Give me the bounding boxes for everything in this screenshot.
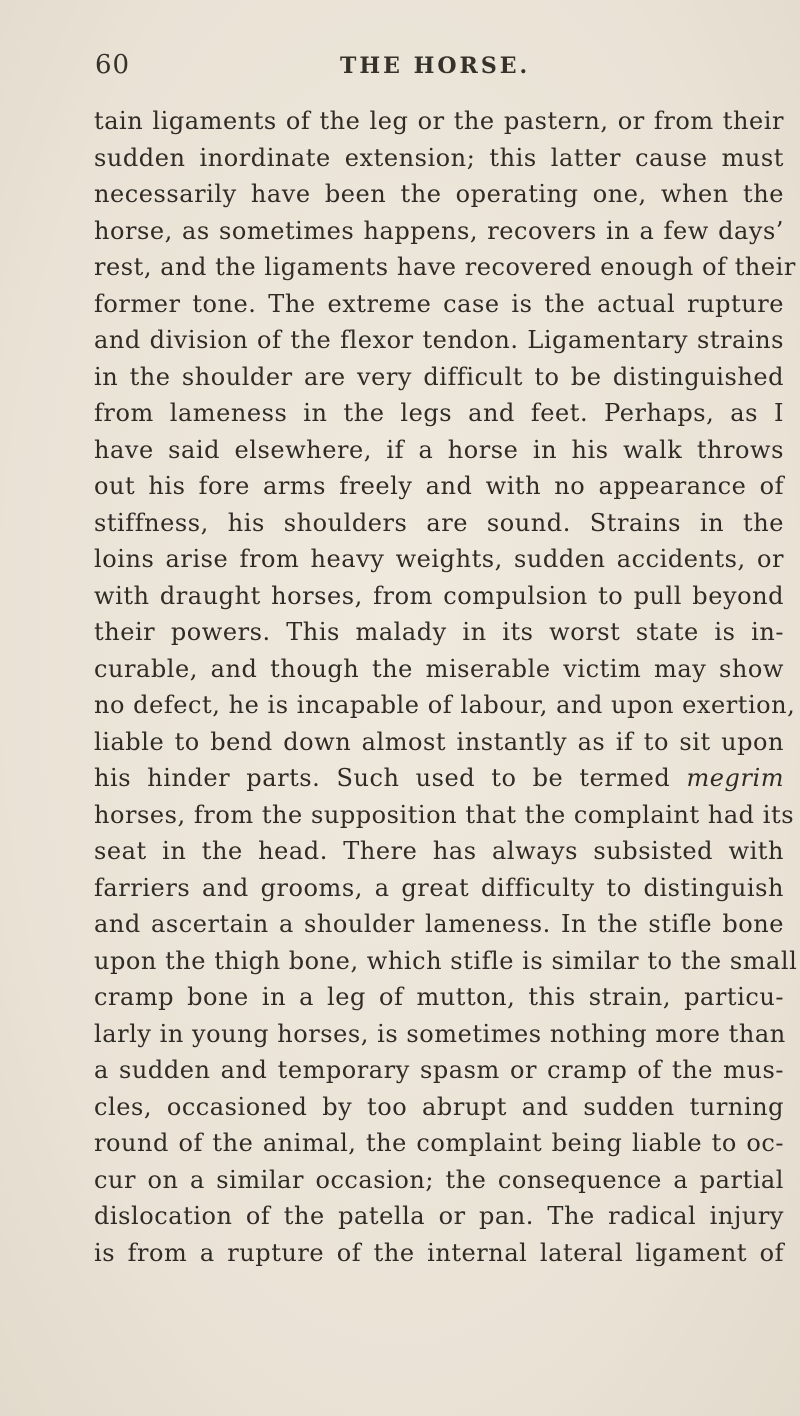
text-line: cles, occasioned by too abrupt and sudden turning (94, 1092, 784, 1121)
text-line: his hinder parts. Such used to be termed megrim (94, 764, 784, 792)
text-line: larly in young horses, is sometimes nothing more than (94, 1019, 786, 1048)
text-line: liable to bend down almost instantly as if to sit upon (94, 727, 784, 756)
body-text (94, 103, 798, 1271)
text-line: stiffness, his shoulders are sound. Strains in the (94, 508, 784, 537)
text-line: dislocation of the patella or pan. The radical injury (94, 1202, 784, 1230)
text-line: seat in the head. There has always subsisted with (94, 837, 784, 865)
text-line: rest, and the ligaments have recovered enough of their (94, 253, 796, 281)
text-line: is from a rupture of the internal lateral ligament of (94, 1238, 784, 1267)
page-number: 60 (95, 50, 131, 80)
text-line: necessarily have been the operating one, when the (94, 180, 784, 208)
text-line: and ascertain a shoulder lameness. In the stifle bone (94, 910, 784, 938)
text-line: round of the animal, the complaint being liable to oc- (94, 1129, 784, 1157)
text-line: former tone. The extreme case is the actual rupture (94, 289, 784, 318)
running-head (95, 50, 735, 86)
text-line: sudden inordinate extension; this latter cause must (94, 143, 784, 172)
text-line: a sudden and temporary spasm or cramp of the mus- (94, 1056, 784, 1084)
running-title: THE HORSE. (340, 53, 531, 79)
text-line: horse, as sometimes happens, recovers in a few days’ (94, 216, 784, 245)
text-line: in the shoulder are very difficult to be distinguished (94, 362, 784, 391)
text-line: their powers. This malady in its worst state is in- (94, 618, 784, 646)
text-line: with draught horses, from compulsion to pull beyond (94, 581, 784, 610)
text-line: and division of the flexor tendon. Ligamentary strains (94, 326, 784, 354)
text-line: have said elsewhere, if a horse in his walk throws (94, 435, 784, 464)
text-line: curable, and though the miserable victim may show (94, 654, 784, 683)
text-line: farriers and grooms, a great difficulty to distinguish (94, 873, 784, 902)
text-line: from lameness in the legs and feet. Perhaps, as I (94, 399, 784, 427)
text-line: upon the thigh bone, which stifle is similar to the small (94, 946, 798, 975)
text-line: cramp bone in a leg of mutton, this strain, particu- (94, 983, 784, 1011)
text-line: cur on a similar occasion; the consequence a partial (94, 1165, 784, 1194)
text-line: no defect, he is incapable of labour, and upon exertion, (94, 691, 796, 719)
text-line: out his fore arms freely and with no appearance of (94, 472, 784, 500)
text-line: tain ligaments of the leg or the pastern, or from their (94, 107, 784, 135)
text-line: horses, from the supposition that the complaint had its (94, 800, 795, 829)
text-line: loins arise from heavy weights, sudden accidents, or (94, 545, 784, 573)
